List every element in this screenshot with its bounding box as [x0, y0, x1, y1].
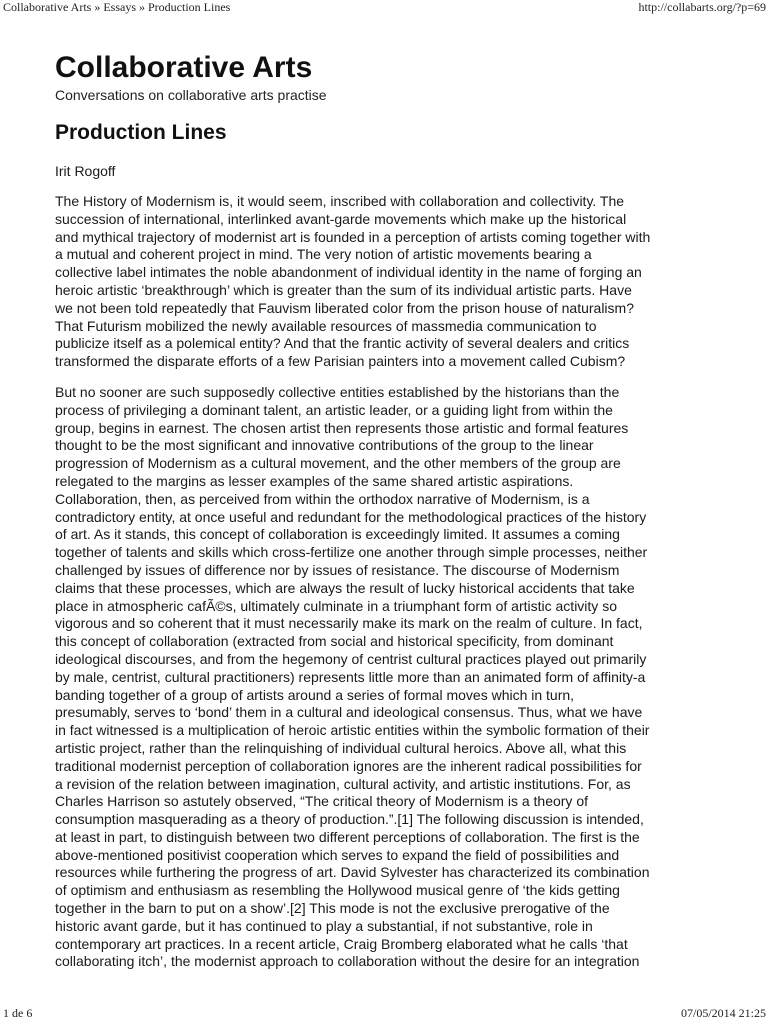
- text-line: succession of international, interlinked avant-garde movements which make up the historical: [55, 210, 627, 227]
- post-title[interactable]: Production Lines: [55, 121, 227, 144]
- text-line: ideological discourses, and from the hegemony of centrist cultural practices played out primarily: [55, 650, 647, 667]
- article-content: [55, 50, 725, 984]
- page-number: 1 de 6: [3, 1006, 33, 1020]
- text-line: of optimism and enthusiasm as resembling the Hollywood musical genre of ‘the kids getting: [55, 882, 620, 899]
- text-line: Collaboration, then, as perceived from within the orthodox narrative of Modernism, is a: [55, 490, 590, 507]
- text-line: process of privileging a dominant talent, an artistic leader, or a guiding light from within the: [55, 401, 613, 418]
- text-line: and mythical trajectory of modernist art is founded in a perception of artists coming together with: [55, 228, 651, 245]
- text-line: of art. As it stands, this concept of collaboration is exceedingly limited. It assumes a coming: [55, 526, 620, 543]
- print-header: [0, 0, 768, 16]
- text-line: vigorous and so coherent that it must necessarily make its mark on the realm of culture. In fact,: [55, 615, 643, 632]
- text-line: artistic project, rather than the relinquishing of individual cultural heroics. Above all, what this: [55, 739, 627, 756]
- text-line: challenged by issues of difference nor by issues of resistance. The discourse of Modernism: [55, 561, 620, 578]
- text-line: we not been told repeatedly that Fauvism liberated color from the prison house of naturalism?: [55, 299, 634, 316]
- text-line: consumption masquerading as a theory of production.”.[1] The following discussion is intended,: [55, 811, 644, 828]
- text-line: transformed the disparate efforts of a few Parisian painters into a movement called Cubism?: [55, 353, 626, 370]
- text-line: claims that these processes, which are always the result of lucky historical accidents that take: [55, 579, 635, 596]
- text-line: resources while furthering the progress of art. David Sylvester has characterized its combination: [55, 864, 650, 881]
- text-line: presumably, serves to ‘bond’ them in a cultural and ideological consensus. Thus, what we have: [55, 704, 643, 721]
- print-datetime: 07/05/2014 21:25: [680, 1006, 766, 1020]
- breadcrumb: Collaborative Arts » Essays » Production Lines: [3, 0, 231, 14]
- text-line: banding together of a group of artists around a series of formal moves which in turn,: [55, 686, 575, 703]
- text-line: contemporary art practices. In a recent article, Craig Bromberg elaborated what he calls ‘that: [55, 935, 628, 952]
- text-line: collaborating itch’, the modernist approach to collaboration without the desire for an integration: [55, 953, 640, 970]
- post-author: Irit Rogoff: [55, 163, 116, 179]
- text-line: But no sooner are such supposedly collective entities established by the historians than the: [55, 383, 620, 400]
- text-line: contradictory entity, at once useful and redundant for the methodological practices of the history: [55, 508, 647, 525]
- text-line: historic avant garde, but it has continued to play a substantial, if not substantive, role in: [55, 917, 593, 934]
- text-line: at least in part, to distinguish between two different perceptions of collaboration. The first is the: [55, 828, 640, 845]
- text-line: progression of Modernism as a cultural movement, and the other members of the group are: [55, 455, 621, 472]
- page-url: http://collabarts.org/?p=69: [638, 0, 766, 14]
- text-line: together in the barn to put on a show’.[2] This mode is not the exclusive prerogative of the: [55, 900, 610, 917]
- text-line: a revision of the relation between imagination, cultural activity, and artistic institutions. For, as: [55, 775, 631, 792]
- text-line: this concept of collaboration (extracted from social and historical specificity, from dominant: [55, 633, 614, 650]
- text-line: place in atmospheric cafÃ©s, ultimately culminate in a triumphant form of artistic activity so: [55, 597, 617, 614]
- text-line: publicize itself as a polemical entity? And that the frantic activity of several dealers and critics: [55, 335, 630, 352]
- text-line: traditional modernist perception of collaboration ignores are the inherent radical possibilities for: [55, 757, 642, 774]
- text-line: relegated to the margins as lesser examples of the same shared artistic aspirations.: [55, 472, 574, 489]
- paragraph-1: [55, 193, 725, 371]
- print-footer: [0, 1006, 768, 1022]
- paragraph-2: [55, 384, 725, 971]
- text-line: group, begins in earnest. The chosen artist then represents those artistic and formal features: [55, 419, 629, 436]
- text-line: in fact witnessed is a multiplication of heroic artistic entities within the symbolic formation of their: [55, 722, 650, 739]
- text-line: above-mentioned positivist cooperation which serves to expand the field of possibilities and: [55, 846, 620, 863]
- text-line: by male, centrist, cultural practitioners) represents little more than an animated form of affinity-a: [55, 668, 646, 685]
- text-line: Charles Harrison so astutely observed, “The critical theory of Modernism is a theory of: [55, 793, 588, 810]
- text-line: heroic artistic ‘breakthrough’ which is greater than the sum of its individual artistic parts. Have: [55, 281, 632, 298]
- site-title[interactable]: Collaborative Arts: [55, 51, 313, 84]
- text-line: That Futurism mobilized the newly available resources of massmedia communication to: [55, 317, 597, 334]
- text-line: together of talents and skills which cross-fertilize one another through simple processes, neither: [55, 544, 648, 561]
- text-line: thought to be the most significant and innovative contributions of the group to the linear: [55, 437, 594, 454]
- text-line: The History of Modernism is, it would seem, inscribed with collaboration and collectivity. The: [55, 193, 625, 209]
- site-tagline: Conversations on collaborative arts practise: [55, 87, 327, 103]
- text-line: collective label intimates the noble abandonment of individual identity in the name of forging an: [55, 264, 642, 281]
- text-line: a mutual and coherent project in mind. The very notion of artistic movements bearing a: [55, 246, 592, 263]
